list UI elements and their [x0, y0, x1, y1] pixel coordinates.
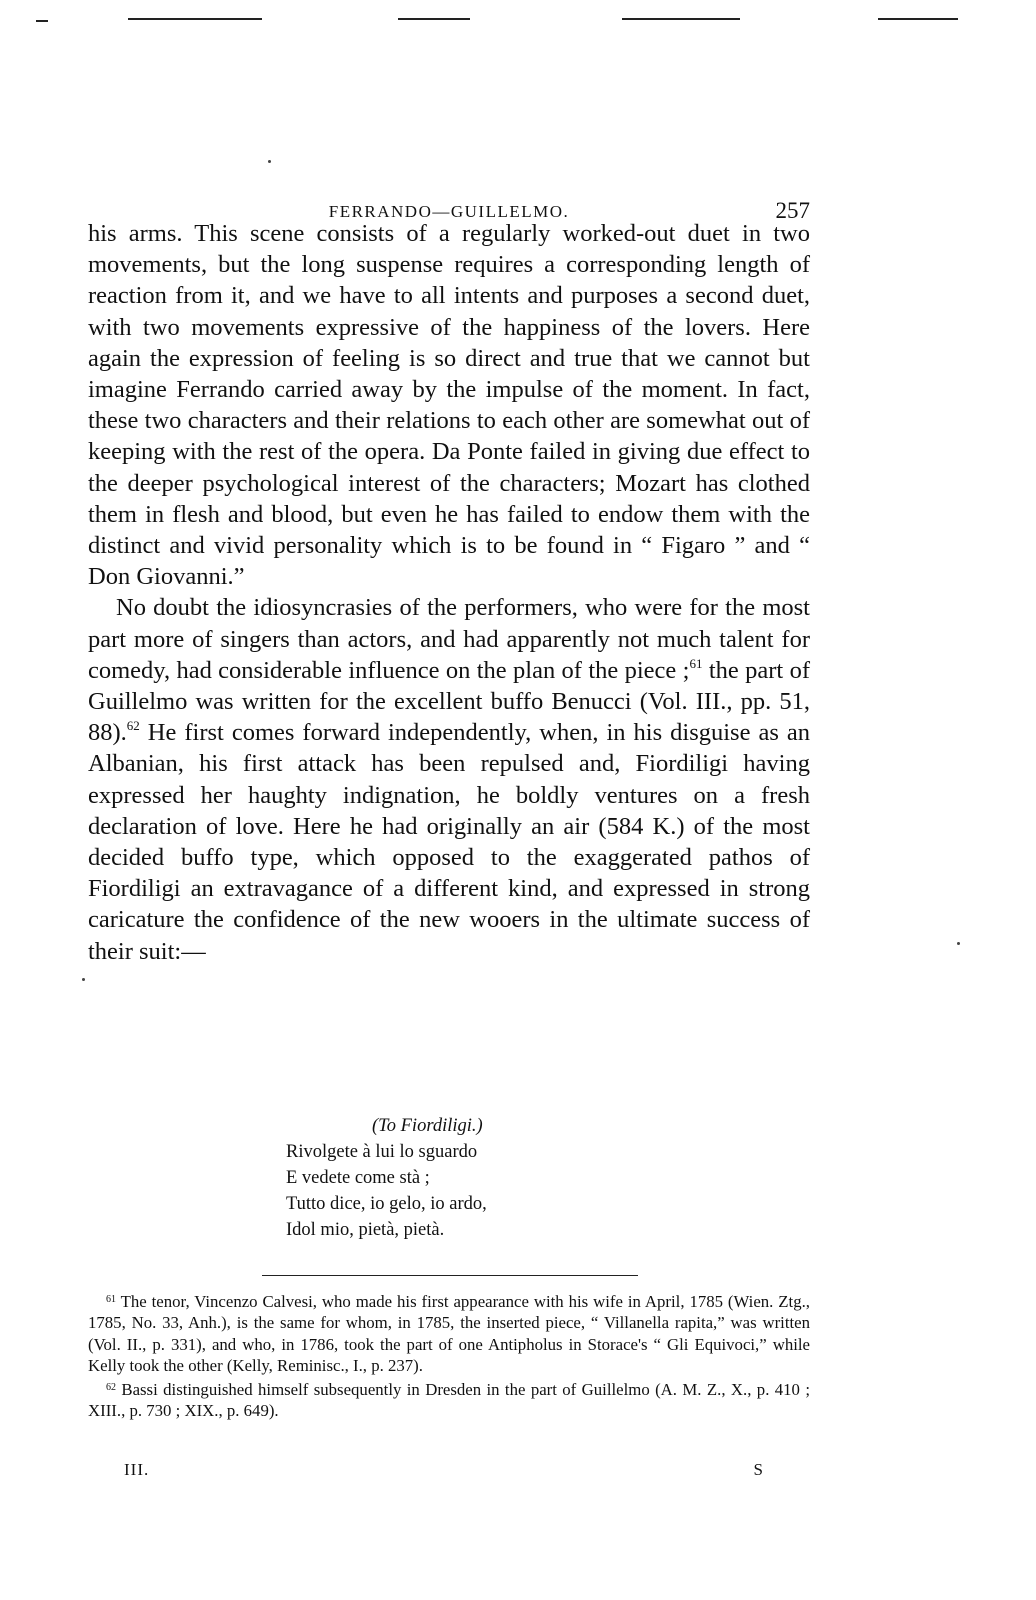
- footnote-ref: 61: [689, 655, 703, 671]
- verse-line: E vedete come stà ;: [286, 1168, 430, 1188]
- scan-artifact-dot: [957, 942, 960, 945]
- scan-artifact-rule: [878, 18, 958, 20]
- scan-artifact-dot: [268, 160, 271, 163]
- body-text: [88, 218, 810, 967]
- running-title: FERRANDO—GUILLELMO.: [328, 202, 570, 221]
- paragraph-continuation: his arms. This scene consists of a regularly worked-out duet in two movements, but the long suspense requires a corresponding length of reaction from it, and we have to all intents and purposes a second duet, with two movements expressive of the happiness of the lovers. Here again the expression of feeling is so direct and true that we cannot but imagine Ferrando carried away by the impulse of the moment. In fact, these two characters and their relations to each other are somewhat out of keeping with the rest of the opera. Da Ponte failed in giving due effect to the deeper psychological interest of the characters; Mozart has clothed them in flesh and blood, but even he has failed to endow them with the distinct and vivid personality which is to be found in “ Figaro ” and “ Don Giovanni.”: [88, 220, 810, 591]
- volume-signature: III.: [124, 1460, 150, 1479]
- paragraph-guillelmo: [88, 592, 810, 966]
- scan-artifact-dot: [82, 978, 85, 981]
- scan-artifact-rule: [398, 18, 470, 20]
- verse-line: Rivolgete à lui lo sguardo: [286, 1142, 478, 1162]
- verse-line: Idol mio, pietà, pietà.: [286, 1220, 445, 1240]
- footnote: [88, 1291, 810, 1377]
- footnote-text: The tenor, Vincenzo Calvesi, who made his first appearance with his wife in April, 1785 (Wien. Ztg., 1785, No. 33, Anh.), is the same for whom, in 1785, the inserted piece, “ Villanella rapita,” was written (Vol. II., p. 331), and who, in 1786, took the part of one Antipholus in Storace's “ Gli Equivoci,” while Kelly took the other (Kelly, Reminisc., I., p. 237).: [88, 1292, 810, 1376]
- verse-quotation: [286, 1113, 487, 1243]
- scan-artifact-rule: [36, 20, 48, 22]
- verse-line: Tutto dice, io gelo, io ardo,: [286, 1194, 487, 1214]
- stage-direction: (To Fiordiligi.): [372, 1116, 483, 1136]
- footnote-ref: 62: [126, 718, 140, 734]
- paragraph-text: the part of Guillelmo was written for the excellent buffo Benucci (Vol. III., pp. 51, 88).: [88, 656, 810, 747]
- scan-artifact-rule: [622, 18, 740, 20]
- gathering-mark: S: [753, 1460, 764, 1479]
- scan-artifact-rule: [128, 18, 262, 20]
- footnotes: [88, 1291, 810, 1423]
- paragraph-text: He first comes forward independently, when, in his disguise as an Albanian, his first attack has been repulsed and, Fiordiligi having expressed her haughty indignation, he boldly ventures on a fresh declaration of love. Here he had originally an air (584 K.) of the most decided buffo type, which opposed to the exaggerated pathos of Fiordiligi an extravagance of a different kind, and expressed in strong caricature the confidence of the new wooers in the ultimate success of their suit:—: [88, 719, 810, 965]
- footnote-text: Bassi distinguished himself subsequently in Dresden in the part of Guillelmo (A. M. Z., X., p. 410 ; XIII., p. 730 ; XIX., p. 649).: [88, 1379, 810, 1421]
- footnote: [88, 1379, 810, 1422]
- paragraph-text: No doubt the idiosyncrasies of the performers, who were for the most part more of singers than actors, and had apparently not much talent for comedy, had considerable influence on the plan of the piece ;: [88, 594, 810, 684]
- footnote-marker: 62: [106, 1381, 116, 1393]
- footnote-marker: 61: [106, 1294, 116, 1305]
- footnote-divider: [262, 1275, 638, 1276]
- page-number: 257: [775, 198, 810, 223]
